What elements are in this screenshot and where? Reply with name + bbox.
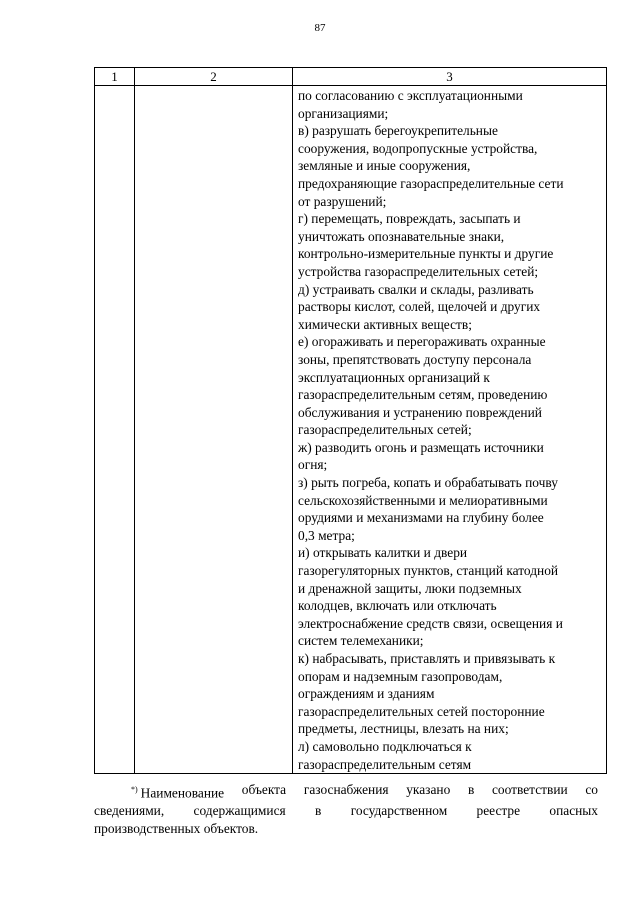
text-line: земляные и иные сооружения,: [298, 158, 471, 174]
text-line: уничтожать опознавательные знаки,: [298, 228, 505, 244]
footnote: [94, 781, 598, 837]
text-line: л) самовольно подключаться к: [298, 738, 472, 754]
footnote-word: [131, 781, 224, 802]
text-line: химически активных веществ;: [298, 316, 472, 332]
text-line: эксплуатационных организаций к: [298, 369, 490, 385]
text-line: газораспределительным сетям: [298, 756, 472, 772]
text-line: ж) разводить огонь и размещать источники: [298, 439, 544, 455]
footnote-word: опасных: [549, 803, 598, 819]
text-line: предохраняющие газораспределительные сети: [298, 175, 564, 191]
text-line: в) разрушать берегоукрепительные: [298, 123, 498, 139]
footnote-word: газоснабжения: [303, 782, 389, 797]
text-line: орудиями и механизмами на глубину более: [298, 510, 544, 526]
text-line: г) перемещать, повреждать, засыпать и: [298, 211, 521, 227]
footnote-line-1: [94, 781, 598, 802]
footnote-word: указано: [406, 782, 451, 797]
text-line: ограждениям и зданиям: [298, 686, 435, 702]
footnote-word-text: Наименование: [140, 785, 225, 801]
footnote-line-2: [94, 802, 598, 820]
text-line: газораспределительных сетей посторонние: [298, 703, 545, 719]
text-line: устройства газораспределительных сетей;: [298, 263, 539, 279]
text-line: е) огораживать и перегораживать охранные: [298, 334, 546, 350]
text-line: д) устраивать свалки и склады, разливать: [298, 281, 534, 297]
footnote-word: в: [467, 782, 475, 797]
table-header-row: [95, 68, 607, 86]
text-line: и дренажной защиты, люки подземных: [298, 580, 522, 596]
column-header-1: 1: [95, 68, 135, 86]
table-cell-col3: [293, 86, 607, 774]
table-cell-col2: [135, 86, 293, 774]
text-line: систем телемеханики;: [298, 633, 424, 649]
column-header-3: 3: [293, 68, 607, 86]
document-table: [94, 67, 607, 774]
table-row: [95, 86, 607, 774]
text-line: растворы кислот, солей, щелочей и других: [298, 299, 541, 315]
text-line: зоны, препятствовать доступу персонала: [298, 351, 532, 367]
text-line: опорам и надземным газопроводам,: [298, 668, 503, 684]
text-line: колодцев, включать или отключать: [298, 598, 497, 614]
text-line: газораспределительных сетей;: [298, 422, 472, 438]
text-line: и) открывать калитки и двери: [298, 545, 468, 561]
footnote-word: реестре: [476, 803, 521, 819]
text-line: контрольно-измерительные пункты и другие: [298, 246, 554, 262]
footnote-word: объекта: [241, 782, 287, 797]
footnote-marker: *): [131, 785, 138, 794]
footnote-word: содержащимися: [193, 803, 286, 819]
text-line: организациями;: [298, 105, 389, 121]
text-line: обслуживания и устранению повреждений: [298, 404, 542, 420]
footnote-word: со: [585, 782, 598, 797]
table-cell-col1: [95, 86, 135, 774]
text-line: сооружения, водопропускные устройства,: [298, 140, 538, 156]
text-line: огня;: [298, 457, 328, 473]
footnote-word: сведениями,: [94, 803, 165, 819]
text-line: от разрушений;: [298, 193, 387, 209]
text-line: 0,3 метра;: [298, 527, 355, 543]
text-line: к) набрасывать, приставлять и привязывать к: [298, 651, 556, 666]
text-line: электроснабжение средств связи, освещения и: [298, 615, 563, 631]
text-line: предметы, лестницы, влезать на них;: [298, 721, 509, 737]
footnote-line-3: производственных объектов.: [94, 820, 259, 836]
text-line: газорегуляторных пунктов, станций катодной: [298, 563, 559, 579]
prohibitions-text: [293, 86, 606, 773]
footnote-word: в: [315, 803, 322, 819]
footnote-word: государственном: [350, 803, 448, 819]
text-line: сельскохозяйственными и мелиоративными: [298, 492, 548, 508]
text-line: газораспределительным сетям, проведению: [298, 387, 548, 403]
page-number: 87: [314, 22, 326, 34]
footnote-word: соответствии: [491, 782, 568, 797]
text-line: по согласованию с эксплуатационными: [298, 88, 523, 103]
column-header-2: 2: [135, 68, 293, 86]
text-line: з) рыть погреба, копать и обрабатывать почву: [298, 475, 558, 491]
